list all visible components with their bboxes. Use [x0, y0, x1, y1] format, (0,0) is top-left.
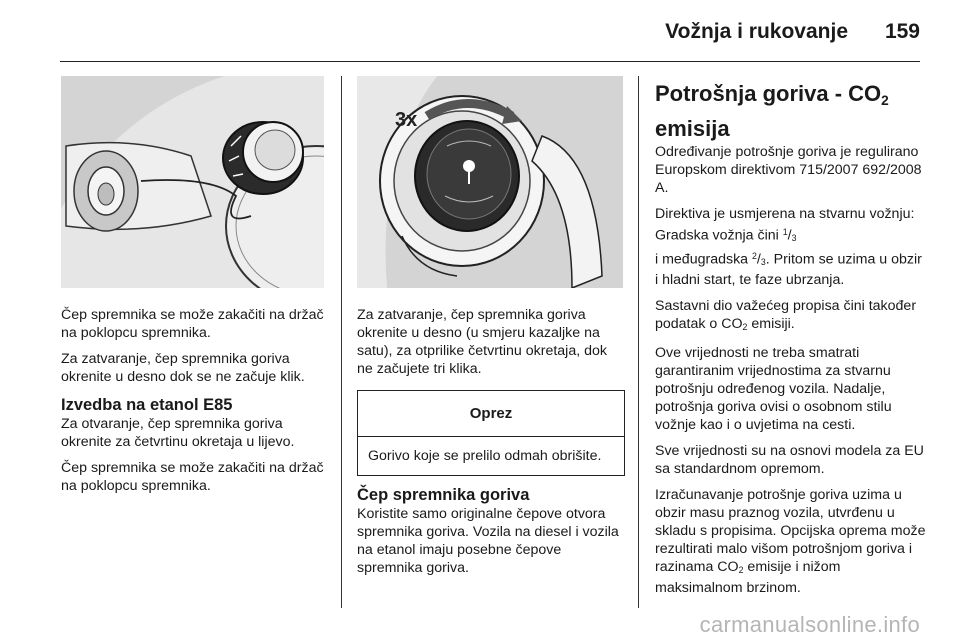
figure-cap-rotation	[357, 76, 623, 288]
column-3	[655, 80, 927, 605]
subscript: 2	[738, 564, 744, 575]
caution-text: Gorivo koje se prelilo odmah obrišite.	[368, 448, 602, 464]
section-heading: Izvedba na etanol E85	[61, 396, 233, 414]
subscript: 2	[742, 322, 748, 333]
heading-text: Potrošnja goriva - CO	[655, 81, 882, 106]
caution-box	[357, 390, 625, 476]
paragraph: Ove vrijednosti ne treba smatrati garantiranim vrijednostima za stvarnu potrošnju određenog vozila. Nadalje, potrošnja goriva ovisi o osobnom stilu vožnje kao i o uvjetima na cesti.	[655, 345, 892, 434]
column-divider-1	[341, 76, 342, 608]
paragraph	[655, 486, 927, 597]
main-heading	[655, 80, 927, 143]
text-segment: emisije i nižom maksimalnom brzinom.	[655, 559, 841, 596]
watermark: carmanualsonline.info	[699, 612, 920, 637]
text-segment: Sastavni dio važećeg propisa čini također podatak o CO	[655, 298, 917, 333]
heading-subscript: 2	[881, 93, 889, 109]
column-2	[357, 306, 625, 585]
text-segment: . Pritom se uzima u obzir i hladni start, te faze ubrzanja.	[655, 251, 922, 289]
paragraph: Određivanje potrošnje goriva je regulirano Europskom direktivom 715/2007 692/2008 A.	[655, 144, 922, 197]
fraction-numerator: 1	[782, 227, 788, 238]
paragraph: Za otvaranje, čep spremnika goriva okrenite za četvrtinu okretaja u lijevo.	[61, 416, 295, 450]
column-1	[61, 306, 331, 503]
paragraph-fractions: Direktiva je usmjerena na stvarnu vožnju: Gradska vožnja čini $^1$/3 i međugradska $^2$/3. Pritom se uzima u obzir i hladni start, te faze ubrzanja.	[655, 206, 922, 289]
paragraph: Za zatvaranje, čep spremnika goriva okrenite u desno dok se ne začuje klik.	[61, 351, 305, 385]
paragraph: Za zatvaranje, čep spremnika goriva okrenite u desno (u smjeru kazaljke na satu), za otprilike četvrtinu okretaja, dok ne začujete tri klika.	[357, 307, 607, 377]
text-segment: i međugradska	[655, 251, 752, 268]
fraction-denominator: 3	[760, 257, 766, 268]
paragraph: Sve vrijednosti su na osnovi modela za EU sa standardnom opremom.	[655, 443, 924, 478]
paragraph: Koristite samo originalne čepove otvora spremnika goriva. Vozila na diesel i vozila na etanol imaju posebne čepove spremnika goriva.	[357, 506, 619, 576]
cap-rotation-illustration	[357, 76, 623, 288]
figure-fuel-cap-holder	[61, 76, 324, 288]
page-number: 159	[884, 20, 920, 43]
text-segment: Direktiva je usmjerena na stvarnu vožnju: Gradska vožnja čini	[655, 206, 915, 244]
text-segment: Izračunavanje potrošnje goriva uzima u obzir masu praznog vozila, utvrđenu u skladu s propisima. Opcijska oprema može rezultirati malo višom potrošnjom goriva i razinama CO	[655, 487, 926, 576]
paragraph: Čep spremnika se može zakačiti na držač na poklopcu spremnika.	[61, 307, 324, 341]
paragraph: Čep spremnika se može zakačiti na držač na poklopcu spremnika.	[61, 460, 324, 494]
fraction-denominator: 3	[791, 233, 797, 244]
rotation-count-label: 3x	[395, 109, 418, 131]
page-header	[60, 14, 920, 62]
fuel-cap-holder-illustration	[61, 76, 324, 288]
fraction-numerator: 2	[752, 251, 757, 262]
section-heading: Čep spremnika goriva	[357, 486, 530, 504]
paragraph	[655, 297, 927, 336]
caution-title: Oprez	[358, 391, 624, 437]
heading-text-2: emisija	[655, 116, 730, 142]
section-title: Vožnja i rukovanje	[665, 20, 848, 43]
column-divider-2	[638, 76, 639, 608]
text-segment: emisiji.	[747, 316, 795, 333]
